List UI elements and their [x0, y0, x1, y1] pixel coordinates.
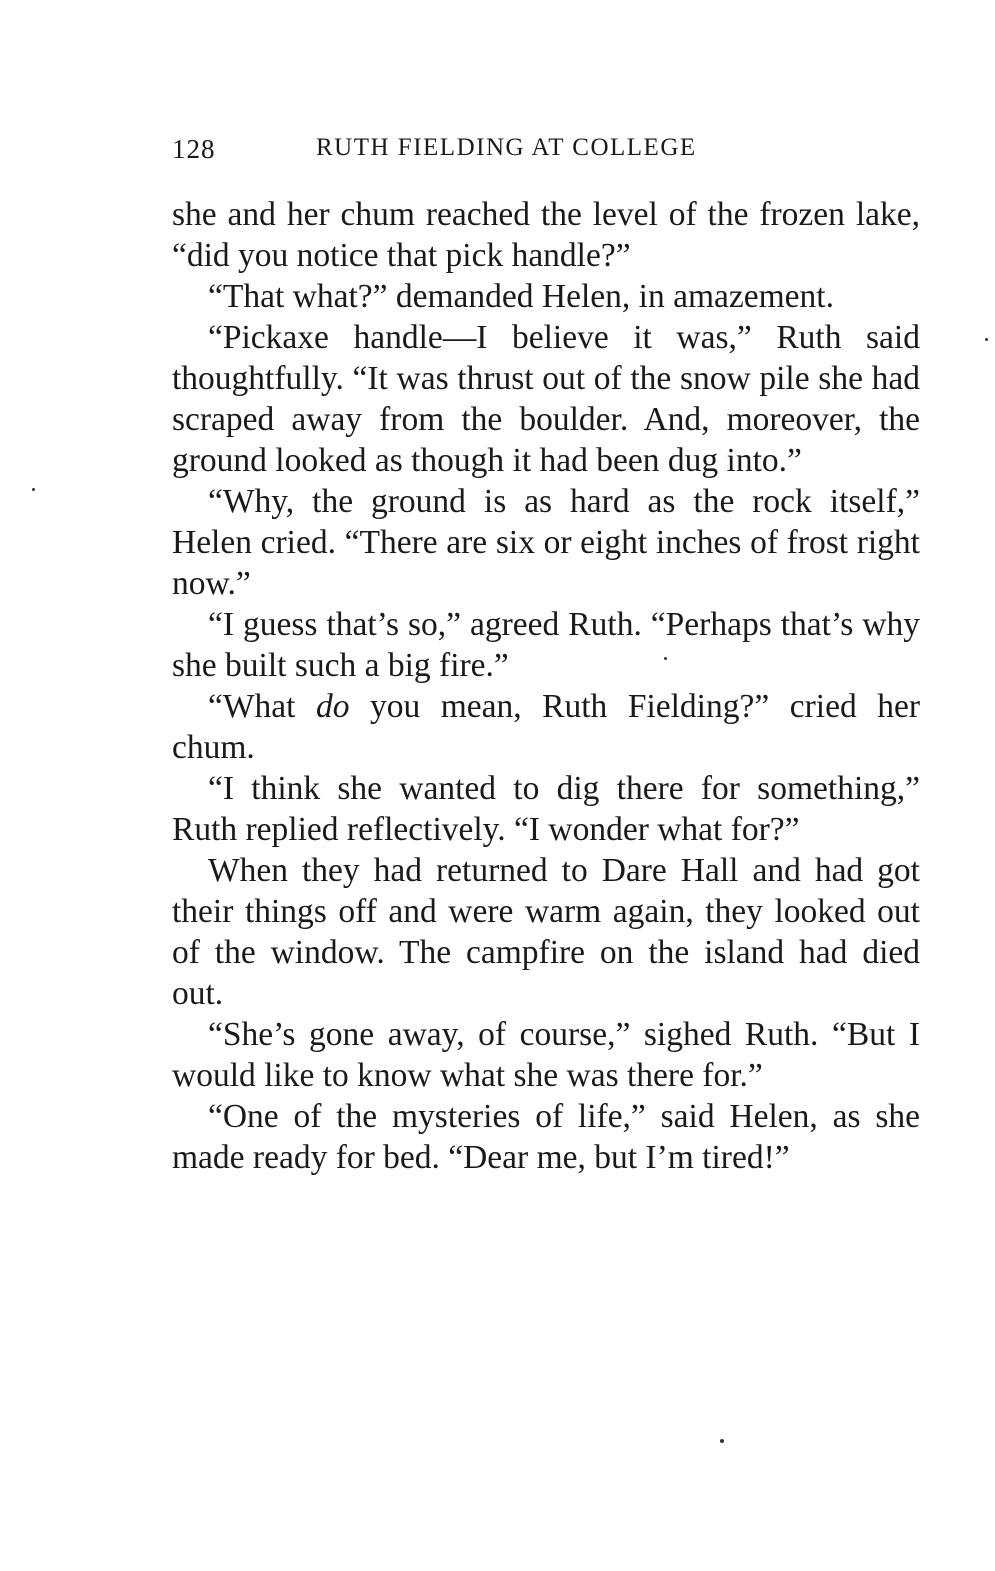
text-run: “One of the mysteries of life,” said Helen, as she made ready for bed. “Dear me, but I’m tired!”	[172, 1098, 920, 1176]
paragraph	[172, 481, 920, 604]
text-run: you mean, Ruth Fielding?” cried her chum.	[172, 688, 920, 766]
text-run: “I think she wanted to dig there for something,” Ruth replied reflectively. “I wonder what for?”	[172, 770, 920, 848]
book-title: RUTH FIELDING AT COLLEGE	[316, 134, 697, 161]
scan-speck	[985, 338, 988, 341]
text-run: “She’s gone away, of course,” sighed Ruth. “But I would like to know what she was there for.”	[172, 1016, 920, 1094]
paragraph	[172, 194, 920, 276]
body-text	[172, 194, 920, 1178]
text-run: “Why, the ground is as hard as the rock itself,” Helen cried. “There are six or eight inches of frost right now.”	[172, 483, 920, 602]
text-run: “Pickaxe handle—I believe it was,” Ruth said thoughtfully. “It was thrust out of the snow pile she had scraped away from the boulder. And, moreover, the ground looked as though it had been dug into.”	[172, 319, 920, 479]
text-run: “That what?” demanded Helen, in amazement.	[208, 278, 834, 315]
paragraph	[172, 768, 920, 850]
italic-run: do	[315, 688, 350, 725]
paragraph	[172, 850, 920, 1014]
text-run: she and her chum reached the level of the frozen lake, “did you notice that pick handle?”	[172, 196, 920, 274]
paragraph	[172, 317, 920, 481]
paragraph	[172, 1096, 920, 1178]
text-run: “I guess that’s so,” agreed Ruth. “Perhaps that’s why she built such a big fire.”	[172, 606, 920, 684]
paragraph	[172, 1014, 920, 1096]
scan-speck	[664, 657, 667, 660]
text-run: When they had returned to Dare Hall and had got their things off and were warm again, they looked out of the window. The campfire on the island had died out.	[172, 852, 920, 1012]
paragraph	[172, 276, 920, 317]
scan-speck	[720, 1439, 724, 1443]
book-page	[172, 130, 920, 1178]
paragraph	[172, 604, 920, 686]
running-head	[172, 130, 920, 174]
scan-speck	[32, 488, 35, 491]
paragraph	[172, 686, 920, 768]
text-run: “What	[208, 688, 316, 725]
page-number: 128	[172, 134, 216, 164]
